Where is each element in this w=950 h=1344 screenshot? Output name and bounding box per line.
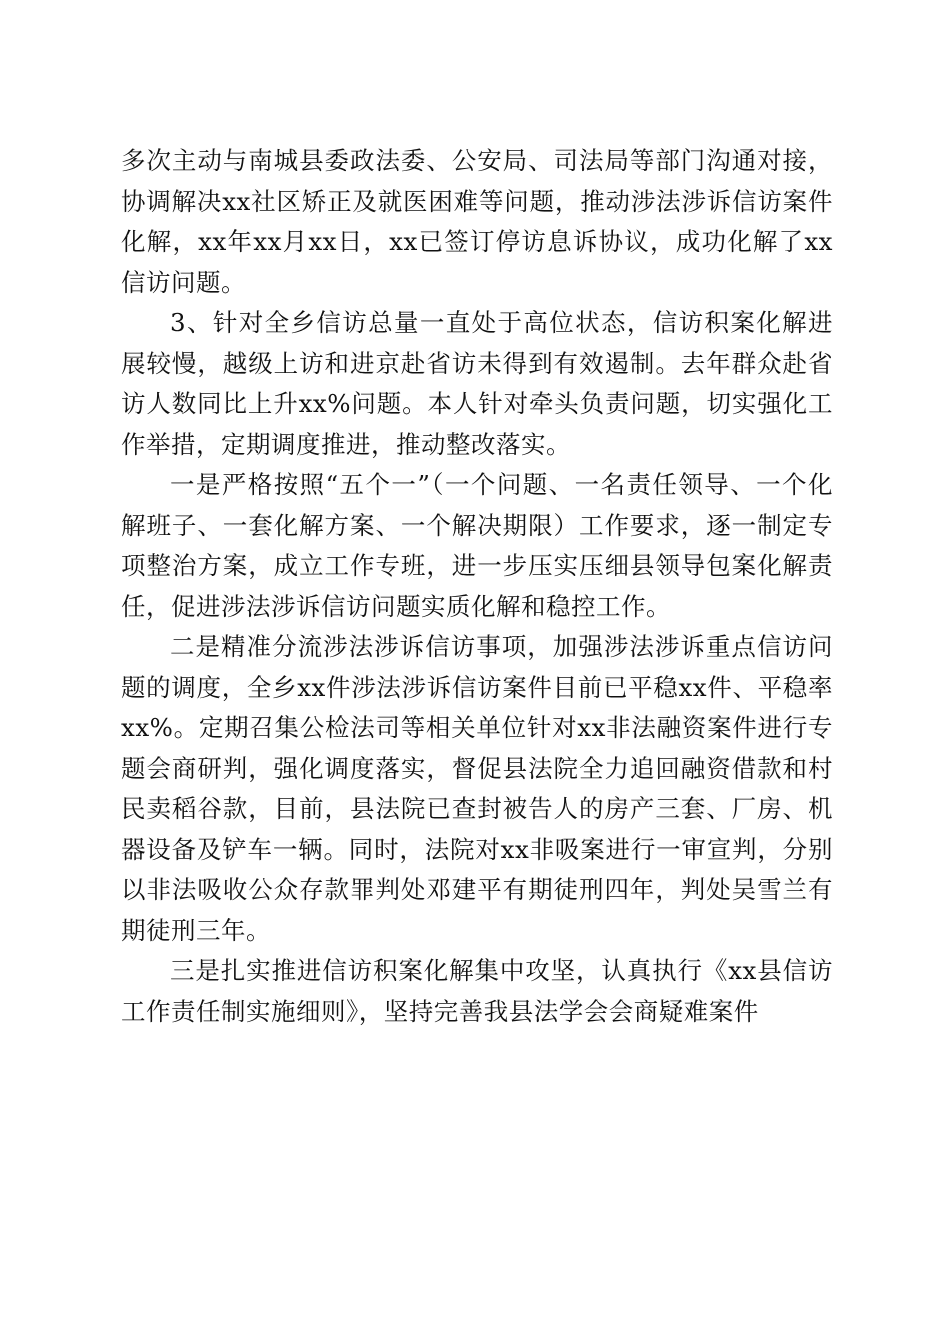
paragraph-2: 3、针对全乡信访总量一直处于高位状态，信访积案化解进展较慢，越级上访和进京赴省访未得到有效遏制。去年群众赴省访人数同比上升xx%问题。本人针对牵头负责问题，切实强化工作举措，定期调度推进，推动整改落实。 bbox=[121, 308, 833, 459]
paragraph-4: 二是精准分流涉法涉诉信访事项，加强涉法涉诉重点信访问题的调度，全乡xx件涉法涉诉信访案件目前已平稳xx件、平稳率xx%。定期召集公检法司等相关单位针对xx非法融资案件进行专题会商研判，强化调度落实，督促县法院全力追回融资借款和村民卖稻谷款，目前，县法院已查封被告人的房产三套、厂房、机器设备及铲车一辆。同时，法院对xx非吸案进行一审宣判，分别以非法吸收公众存款罪判处邓建平有期徒刑四年，判处吴雪兰有期徒刑三年。 bbox=[121, 632, 833, 945]
document-body bbox=[121, 141, 833, 1032]
paragraph-5: 三是扎实推进信访积案化解集中攻坚，认真执行《xx县信访工作责任制实施细则》，坚持完善我县法学会会商疑难案件 bbox=[121, 956, 833, 1026]
paragraph-3: 一是严格按照“五个一”（一个问题、一名责任领导、一个化解班子、一套化解方案、一个解决期限）工作要求，逐一制定专项整治方案，成立工作专班，进一步压实压细县领导包案化解责任，促进涉法涉诉信访问题实质化解和稳控工作。 bbox=[121, 470, 833, 621]
paragraph-1: 多次主动与南城县委政法委、公安局、司法局等部门沟通对接，协调解决xx社区矫正及就医困难等问题，推动涉法涉诉信访案件化解，xx年xx月xx日，xx已签订停访息诉协议，成功化解了xx信访问题。 bbox=[121, 146, 833, 297]
